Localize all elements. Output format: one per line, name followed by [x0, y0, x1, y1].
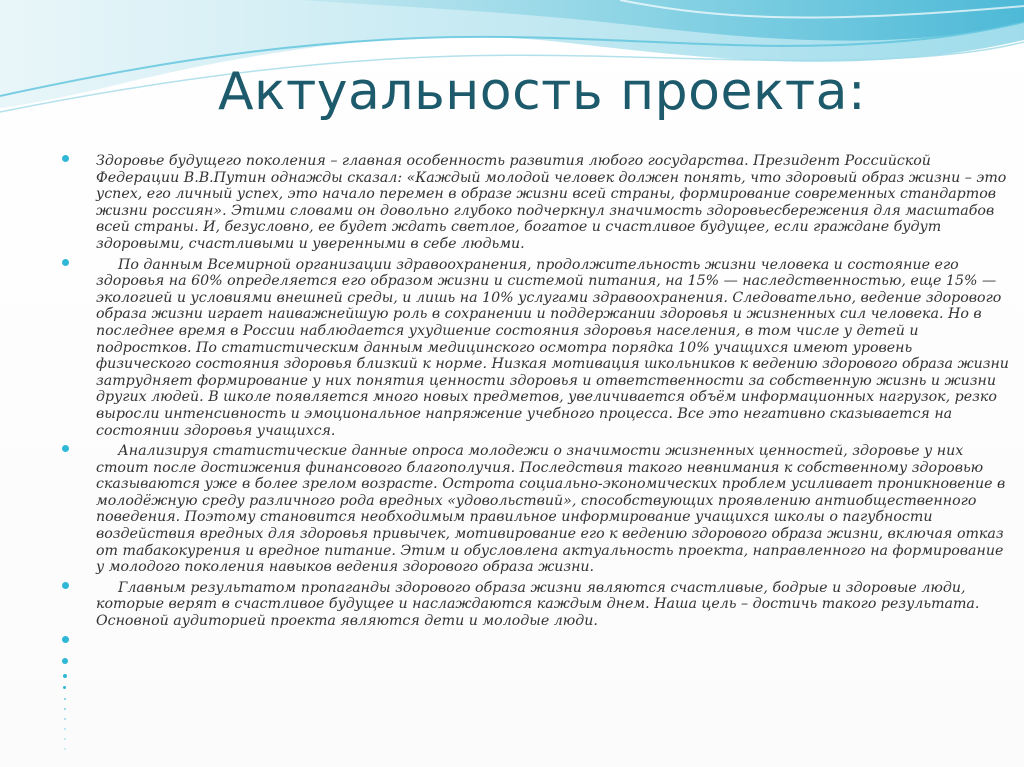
bullet-dot-icon	[63, 686, 66, 689]
paragraph-text: Главным результатом пропаганды здорового образа жизни являются счастливые, бодрые и здоровые люди, которые верят в счастливое будущее и наслаждаются каждым днем. Наша цель – достичь такого результата. Основной аудиторией проекта являются дети и молодые люди.	[96, 579, 980, 630]
paragraph-text: Анализируя статистические данные опроса молодежи о значимости жизненных ценностей, здоровье у них стоит после достижения финансового благополучия. Последствия такого невнимания к собственному здоровью сказываются уже в более зрелом возрасте. Острота социально-экономических проблем усиливает проникновение в молодёжную среду различного рода вредных «удовольствий», способствующих проявлению антиобщественного поведения. Поэтому становится необходимым правильное информирование учащихся школы о пагубности воздействия вредных для здоровья привычек, мотивирование его к ведению здорового образа жизни, включая отказ от табакокурения и вредное питание. Этим и обусловлена актуальность проекта, направленного на формирование у молодого поколения навыков ведения здорового образа жизни.	[96, 443, 1006, 576]
bullet-dot-icon	[64, 728, 66, 730]
bullet-dot-icon	[63, 674, 67, 678]
bullet-dot-icon	[62, 636, 69, 643]
bullet-dot-icon	[64, 738, 66, 740]
empty-bullet-markers	[62, 632, 74, 762]
bullet-dot-icon	[62, 259, 69, 266]
list-item	[62, 257, 1010, 440]
paragraph-text: По данным Всемирной организации здравоохранения, продолжительность жизни человека и состояние его здоровья на 60% определяется его образом жизни и системой питания, на 15% — наследственностью, еще 15% — экологией и условиями внешней среды, и лишь на 10% услугами здравоохранения. Следовательно, ведение здорового образа жизни играет наиважнейшую роль в сохранении и поддержании здоровья и жизненных сил человека. Но в последнее время в России наблюдается ухудшение состояния здоровья населения, в том числе у детей и подростков. По статистическим данным медицинского осмотра порядка 10% учащихся имеют уровень физического состояния здоровья близкий к норме. Низкая мотивация школьников к ведению здорового образа жизни затрудняет формирование у них понятия ценности здоровья и ответственности за собственную жизнь и жизни других людей. В школе появляется много новых предметов, увеличивается объём информационных нагрузок, резко выросли интенсивность и эмоциональное напряжение учебного процесса. Все это негативно сказывается на состоянии здоровья учащихся.	[96, 256, 1009, 439]
bullet-dot-icon	[62, 582, 69, 589]
slide-title: Актуальность проекта:	[217, 62, 867, 122]
paragraph-text: Здоровье будущего поколения – главная особенность развития любого государства. Президент Российской Федерации В.В.Путин однажды сказал: «Каждый молодой человек должен понять, что здоровый образ жизни – это успех, его личный успех, это начало перемен в образе жизни всей страны, формирование современных стандартов жизни россиян». Этими словами он довольно глубоко подчеркнул значимость здоровьесбережения для масштабов всей страны. И, безусловно, ее будет ждать светлое, богатое и счастливое будущее, если граждане будут здоровыми, счастливыми и уверенными в себе людьми.	[96, 153, 1007, 252]
bullet-dot-icon	[62, 445, 69, 452]
list-item	[62, 153, 1010, 253]
bullet-dot-icon	[64, 698, 66, 700]
list-item	[62, 580, 1010, 630]
list-item	[62, 443, 1010, 576]
bullet-dot-icon	[62, 658, 68, 664]
bullet-dot-icon	[62, 155, 69, 162]
bullet-dot-icon	[64, 748, 66, 750]
bullet-dot-icon	[64, 708, 66, 710]
bullet-list	[62, 153, 1010, 634]
bullet-dot-icon	[64, 718, 66, 720]
